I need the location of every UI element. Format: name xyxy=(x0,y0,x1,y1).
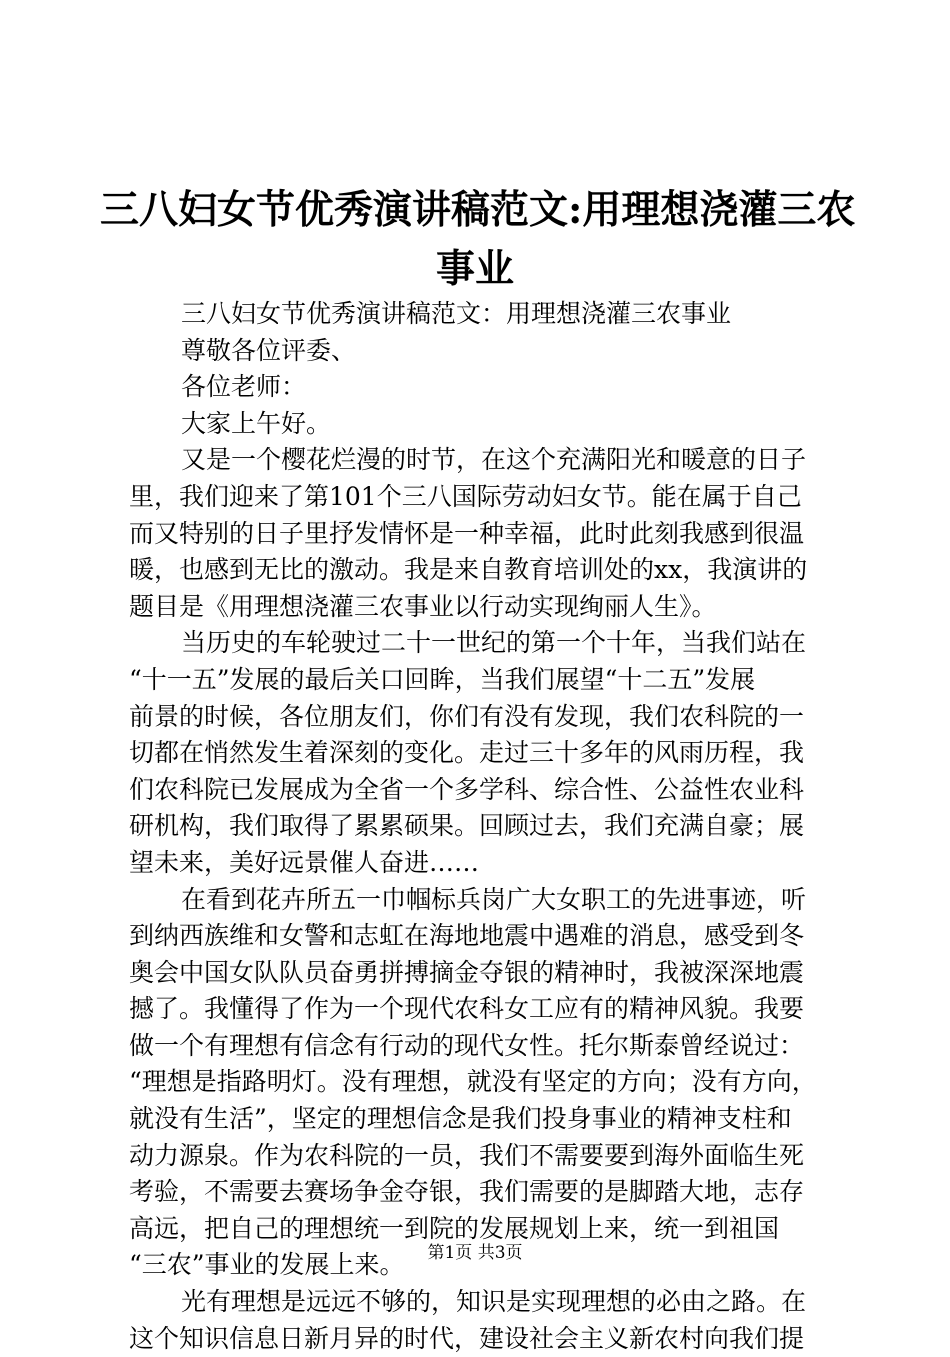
body-text-line: 动力源泉。作为农科院的一员，我们不需要要到海外面临生死 xyxy=(129,1140,805,1170)
body-text-line: “十一五”发展的最后关口回眸，当我们展望“十二五”发展 xyxy=(129,664,756,694)
body-text-line: 做一个有理想有信念有行动的现代女性。托尔斯泰曾经说过： xyxy=(129,1030,805,1060)
body-text-line: 里，我们迎来了第101个三八国际劳动妇女节。能在属于自己 xyxy=(129,481,802,511)
body-text-line: 暖，也感到无比的激动。我是来自教育培训处的xx，我演讲的 xyxy=(129,555,808,585)
body-text-line: 在看到花卉所五一巾帼标兵岗广大女职工的先进事迹，听 xyxy=(181,884,807,914)
body-text-line: 考验，不需要去赛场争金夺银，我们需要的是脚踏大地，志存 xyxy=(129,1177,805,1207)
body-text-line: 又是一个樱花烂漫的时节，在这个充满阳光和暖意的日子 xyxy=(181,445,807,475)
body-text-line: 大家上午好。 xyxy=(181,408,332,438)
body-text-line: 光有理想是远远不够的，知识是实现理想的必由之路。在 xyxy=(181,1287,807,1317)
body-text-line: 这个知识信息日新月异的时代，建设社会主义新农村向我们提 xyxy=(129,1323,805,1353)
body-text-line: 各位老师： xyxy=(181,372,307,402)
document-body xyxy=(129,296,834,1357)
body-text-line: 当历史的车轮驶过二十一世纪的第一个十年，当我们站在 xyxy=(181,628,807,658)
body-text-line: 高远，把自己的理想统一到院的发展规划上来，统一到祖国 xyxy=(129,1213,780,1243)
body-text-line: “三农”事业的发展上来。 xyxy=(129,1250,405,1280)
body-text-line: 到纳西族维和女警和志虹在海地地震中遇难的消息，感受到冬 xyxy=(129,921,805,951)
body-text-line: 撼了。我懂得了作为一个现代农科女工应有的精神风貌。我要 xyxy=(129,994,805,1024)
body-text-line: 前景的时候，各位朋友们，你们有没有发现，我们农科院的一 xyxy=(129,701,805,731)
body-text-line: 就没有生活”，坚定的理想信念是我们投身事业的精神支柱和 xyxy=(129,1104,792,1134)
body-text-line: 奥会中国女队队员奋勇拼搏摘金夺银的精神时，我被深深地震 xyxy=(129,957,805,987)
body-text-line: 研机构，我们取得了累累硕果。回顾过去，我们充满自豪；展 xyxy=(129,811,805,841)
document-title-line-1: 三八妇女节优秀演讲稿范文:用理想浇灌三农 xyxy=(100,187,856,233)
body-text-line: “理想是指路明灯。没有理想，就没有坚定的方向；没有方向， xyxy=(129,1067,817,1097)
body-text-line: 而又特别的日子里抒发情怀是一种幸福，此时此刻我感到很温 xyxy=(129,518,805,548)
page-footer: 第1页 共3页 xyxy=(427,1243,523,1263)
body-text-line: 们农科院已发展成为全省一个多学科、综合性、公益性农业科 xyxy=(129,774,805,804)
document-title-line-2: 事业 xyxy=(435,246,514,292)
body-text-line: 尊敬各位评委、 xyxy=(181,335,357,365)
body-text-line: 三八妇女节优秀演讲稿范文：用理想浇灌三农事业 xyxy=(181,299,732,328)
body-text-line: 望未来，美好远景催人奋进…… xyxy=(129,847,480,877)
body-text-line: 题目是《用理想浇灌三农事业以行动实现绚丽人生》。 xyxy=(129,591,717,621)
body-text-line: 切都在悄然发生着深刻的变化。走过三十多年的风雨历程，我 xyxy=(129,738,805,768)
